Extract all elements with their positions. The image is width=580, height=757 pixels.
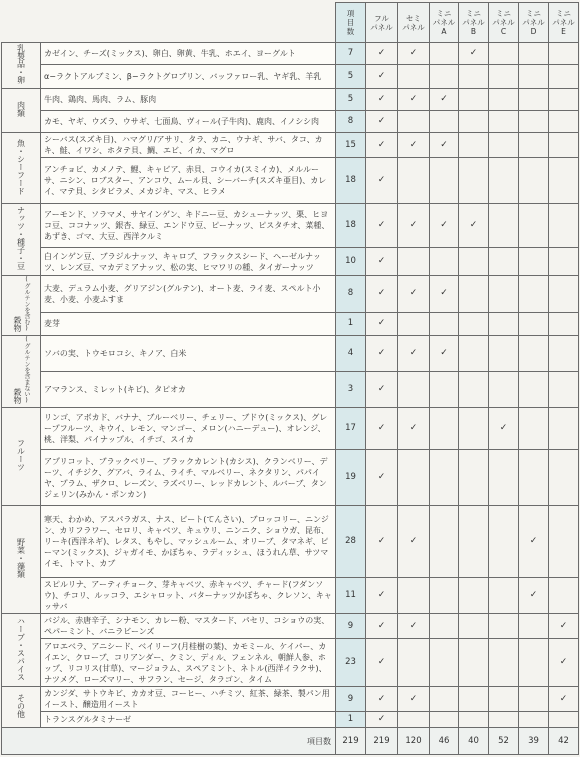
panel-empty-cell — [549, 712, 579, 728]
column-header-line: D — [530, 27, 537, 36]
panel-check-mark: ✓ — [366, 111, 398, 133]
allergen-items: 麦芽 — [41, 312, 336, 335]
total-label: 項目数 — [2, 728, 336, 755]
table-row — [2, 450, 579, 506]
allergen-items: 寒天、わかめ、アスパラガス、ナス、ビート(てんさい)、ブロッコリー、ニンジン、カリフラワー、セロリ、キャベツ、キュウリ、ニンニク、ショウガ、昆布、リーキ(西洋ネギ)、レタス、もやし、マッシュルーム、オリーブ、タマネギ、ピーマン(ミックス)、ジャガイモ、かぼちゃ、ラディッシュ、ほうれん草、サツマイモ、トマト、カブ — [41, 506, 336, 578]
panel-empty-cell — [489, 111, 519, 133]
panel-empty-cell — [398, 712, 430, 728]
item-count: 23 — [336, 639, 366, 687]
panel-empty-cell — [430, 372, 459, 408]
panel-empty-cell — [549, 336, 579, 372]
item-count: 1 — [336, 712, 366, 728]
column-header-line: A — [441, 27, 447, 36]
panel-check-mark: ✓ — [519, 578, 549, 614]
panel-check-mark: ✓ — [398, 687, 430, 712]
panel-empty-cell — [430, 248, 459, 276]
panel-empty-cell — [398, 248, 430, 276]
column-header-line: B — [470, 27, 477, 36]
allergen-items: スピルリナ、アーティチョーク、芽キャベツ、赤キャベツ、チャード(フダンソウ)、チコリ、ルッコラ、エシャロット、バターナッツかぼちゃ、クレソン、キャッサバ — [41, 578, 336, 614]
panel-empty-cell — [459, 639, 489, 687]
item-count: 11 — [336, 578, 366, 614]
category-label — [2, 276, 41, 336]
panel-empty-cell — [519, 639, 549, 687]
panel-empty-cell — [489, 614, 519, 639]
panel-empty-cell — [459, 276, 489, 313]
item-count: 8 — [336, 276, 366, 313]
panel-empty-cell — [489, 65, 519, 89]
panel-check-mark: ✓ — [430, 276, 459, 313]
category-note: (グルテンを含む) — [23, 276, 30, 332]
panel-empty-cell — [430, 450, 459, 506]
item-count: 7 — [336, 43, 366, 65]
panel-empty-cell — [519, 614, 549, 639]
item-count: 5 — [336, 89, 366, 111]
allergen-items: カゼイン、チーズ(ミックス)、卵白、卵黄、牛乳、ホエイ、ヨーグルト — [41, 43, 336, 65]
column-header-line: パネル — [402, 22, 425, 32]
panel-empty-cell — [430, 65, 459, 89]
column-header-line: ミニ — [496, 9, 511, 18]
panel-check-mark: ✓ — [549, 687, 579, 712]
category-note: (グルテンを含まない) — [23, 336, 30, 404]
total-value: 219 — [336, 728, 366, 755]
panel-empty-cell — [549, 65, 579, 89]
panel-empty-cell — [489, 687, 519, 712]
category-name: 野菜・藻類 — [16, 538, 26, 578]
column-header-line: E — [561, 27, 566, 36]
panel-empty-cell — [549, 248, 579, 276]
panel-empty-cell — [489, 712, 519, 728]
panel-check-mark: ✓ — [366, 43, 398, 65]
total-value: 40 — [459, 728, 489, 755]
panel-check-mark: ✓ — [519, 506, 549, 578]
panel-check-mark: ✓ — [366, 450, 398, 506]
panel-empty-cell — [459, 614, 489, 639]
panel-empty-cell — [549, 111, 579, 133]
table-row — [2, 408, 579, 450]
table-row — [2, 578, 579, 614]
panel-empty-cell — [430, 312, 459, 335]
item-count: 3 — [336, 372, 366, 408]
column-header-line: C — [500, 27, 507, 36]
panel-empty-cell — [398, 450, 430, 506]
table-row — [2, 276, 579, 313]
panel-empty-cell — [459, 248, 489, 276]
allergen-items: アロエベラ、アニシード、ベイリーフ(月桂樹の葉)、カモミール、ケイパー、カイエン、クローブ、コリアンダー、クミン、ディル、フェンネル、朝鮮人参、ホップ、リコリス(甘草)、マージョラム、スペアミント、ネトル(西洋イラクサ)、ナツメグ、ローズマリー、サフラン、セージ、タラゴン、タイム — [41, 639, 336, 687]
category-label — [2, 687, 41, 728]
column-header-line: パネル — [552, 18, 575, 27]
allergen-items: バジル、赤唐辛子、シナモン、カレー粉、マスタード、パセリ、コショウの実、ペパーミント、バニラビーンズ — [41, 614, 336, 639]
header-row — [2, 3, 579, 43]
panel-empty-cell — [519, 687, 549, 712]
panel-check-mark: ✓ — [366, 639, 398, 687]
panel-empty-cell — [519, 65, 549, 89]
total-row — [2, 728, 579, 755]
panel-empty-cell — [459, 89, 489, 111]
table-row — [2, 204, 579, 248]
item-count: 8 — [336, 111, 366, 133]
item-count: 9 — [336, 687, 366, 712]
column-header-line: 数 — [346, 27, 355, 36]
panel-empty-cell — [489, 158, 519, 204]
panel-check-mark: ✓ — [366, 506, 398, 578]
item-count: 19 — [336, 450, 366, 506]
panel-empty-cell — [459, 336, 489, 372]
column-header-line: ミニ — [526, 9, 541, 18]
panel-empty-cell — [398, 111, 430, 133]
panel-empty-cell — [519, 248, 549, 276]
item-count: 18 — [336, 158, 366, 204]
item-count: 9 — [336, 614, 366, 639]
panel-empty-cell — [489, 450, 519, 506]
category-label — [2, 336, 41, 408]
table-row — [2, 506, 579, 578]
category-name: 魚・シーフード — [16, 138, 26, 195]
panel-check-mark: ✓ — [398, 506, 430, 578]
total-value: 219 — [366, 728, 398, 755]
item-count: 5 — [336, 65, 366, 89]
panel-check-mark: ✓ — [398, 614, 430, 639]
panel-empty-cell — [398, 312, 430, 335]
panel-empty-cell — [459, 506, 489, 578]
item-count: 4 — [336, 336, 366, 372]
column-header-line: 目 — [346, 18, 355, 27]
panel-empty-cell — [549, 372, 579, 408]
column-header-line: ミニ — [556, 9, 571, 18]
panel-check-mark: ✓ — [398, 336, 430, 372]
table-row — [2, 614, 579, 639]
table-row — [2, 248, 579, 276]
column-header — [489, 3, 519, 43]
panel-check-mark: ✓ — [430, 133, 459, 158]
allergen-items: アーモンド、ソラマメ、サヤインゲン、キドニー豆、カシューナッツ、栗、ヒヨコ豆、ココナッツ、銀杏、緑豆、エンドウ豆、ピーナッツ、ピスタチオ、菜種、あずき、ゴマ、大豆、西洋クルミ — [41, 204, 336, 248]
panel-empty-cell — [459, 111, 489, 133]
table-body — [2, 43, 579, 755]
panel-empty-cell — [489, 506, 519, 578]
panel-empty-cell — [459, 312, 489, 335]
column-header — [459, 3, 489, 43]
column-header — [549, 3, 579, 43]
panel-check-mark: ✓ — [366, 133, 398, 158]
column-header — [398, 3, 430, 43]
panel-empty-cell — [489, 43, 519, 65]
panel-empty-cell — [519, 133, 549, 158]
category-label — [2, 89, 41, 133]
allergen-items: 牛肉、鶏肉、馬肉、ラム、豚肉 — [41, 89, 336, 111]
column-header-line: ミニ — [466, 9, 481, 18]
category-name: その他 — [16, 693, 26, 718]
panel-empty-cell — [549, 89, 579, 111]
panel-check-mark: ✓ — [459, 43, 489, 65]
panel-empty-cell — [519, 276, 549, 313]
panel-empty-cell — [430, 687, 459, 712]
allergen-panel-table — [1, 2, 579, 755]
panel-check-mark: ✓ — [366, 614, 398, 639]
panel-empty-cell — [519, 89, 549, 111]
allergen-items: ソバの実、トウモロコシ、キノア、白米 — [41, 336, 336, 372]
panel-empty-cell — [549, 133, 579, 158]
allergen-items: α−ラクトアルブミン、β−ラクトグロブリン、バッファロー乳、ヤギ乳、羊乳 — [41, 65, 336, 89]
panel-empty-cell — [459, 408, 489, 450]
total-value: 52 — [489, 728, 519, 755]
table-row — [2, 133, 579, 158]
header-blank — [2, 3, 336, 43]
category-name: 乳製品・卵 — [16, 44, 26, 84]
panel-empty-cell — [489, 639, 519, 687]
panel-check-mark: ✓ — [549, 639, 579, 687]
column-header-line: 項 — [346, 9, 355, 18]
panel-empty-cell — [549, 312, 579, 335]
category-name: ナッツ・種子・豆 — [16, 206, 26, 270]
panel-check-mark: ✓ — [430, 204, 459, 248]
panel-check-mark: ✓ — [366, 372, 398, 408]
panel-empty-cell — [430, 712, 459, 728]
panel-empty-cell — [519, 158, 549, 204]
table-row — [2, 89, 579, 111]
table-row — [2, 336, 579, 372]
category-name: フルーツ — [16, 439, 26, 471]
panel-empty-cell — [489, 89, 519, 111]
panel-empty-cell — [398, 639, 430, 687]
table-row — [2, 639, 579, 687]
panel-check-mark: ✓ — [489, 408, 519, 450]
panel-empty-cell — [430, 506, 459, 578]
category-name: 穀物 — [13, 316, 22, 332]
total-value: 120 — [398, 728, 430, 755]
panel-empty-cell — [549, 43, 579, 65]
panel-empty-cell — [459, 372, 489, 408]
column-header-line: セミ — [406, 13, 421, 23]
panel-empty-cell — [459, 65, 489, 89]
panel-empty-cell — [398, 372, 430, 408]
table-row — [2, 158, 579, 204]
column-header — [336, 3, 366, 43]
panel-check-mark: ✓ — [549, 614, 579, 639]
category-label — [2, 133, 41, 204]
category-name: ハーブ・スパイス — [16, 616, 26, 681]
panel-empty-cell — [430, 639, 459, 687]
category-label — [2, 506, 41, 614]
column-header-line: パネル — [370, 22, 393, 32]
category-name: 穀物 — [13, 388, 22, 404]
panel-empty-cell — [549, 204, 579, 248]
table-row — [2, 111, 579, 133]
panel-empty-cell — [430, 408, 459, 450]
panel-empty-cell — [430, 578, 459, 614]
panel-empty-cell — [519, 312, 549, 335]
table-row — [2, 687, 579, 712]
panel-empty-cell — [459, 158, 489, 204]
column-header-line: フル — [374, 13, 389, 23]
panel-empty-cell — [430, 43, 459, 65]
panel-empty-cell — [489, 372, 519, 408]
panel-empty-cell — [549, 578, 579, 614]
panel-empty-cell — [459, 712, 489, 728]
panel-check-mark: ✓ — [398, 276, 430, 313]
panel-empty-cell — [489, 248, 519, 276]
panel-empty-cell — [549, 450, 579, 506]
panel-check-mark: ✓ — [366, 312, 398, 335]
column-header — [366, 3, 398, 43]
panel-empty-cell — [519, 43, 549, 65]
panel-empty-cell — [519, 111, 549, 133]
panel-check-mark: ✓ — [366, 712, 398, 728]
panel-check-mark: ✓ — [366, 204, 398, 248]
panel-check-mark: ✓ — [366, 408, 398, 450]
category-label — [2, 204, 41, 276]
allergen-items: トランスグルタミナーゼ — [41, 712, 336, 728]
panel-check-mark: ✓ — [398, 43, 430, 65]
total-value: 46 — [430, 728, 459, 755]
panel-empty-cell — [519, 372, 549, 408]
panel-empty-cell — [489, 133, 519, 158]
panel-empty-cell — [519, 712, 549, 728]
panel-check-mark: ✓ — [430, 336, 459, 372]
panel-empty-cell — [519, 204, 549, 248]
panel-empty-cell — [459, 578, 489, 614]
table-row — [2, 712, 579, 728]
panel-empty-cell — [398, 158, 430, 204]
allergen-items: アマランス、ミレット(キビ)、タピオカ — [41, 372, 336, 408]
column-header — [430, 3, 459, 43]
panel-empty-cell — [489, 204, 519, 248]
panel-check-mark: ✓ — [398, 89, 430, 111]
column-header-line: パネル — [522, 18, 545, 27]
panel-check-mark: ✓ — [366, 89, 398, 111]
panel-empty-cell — [549, 408, 579, 450]
panel-check-mark: ✓ — [366, 248, 398, 276]
column-header-line: パネル — [432, 18, 456, 27]
panel-check-mark: ✓ — [366, 578, 398, 614]
panel-check-mark: ✓ — [366, 158, 398, 204]
column-header-line: パネル — [492, 18, 515, 27]
panel-empty-cell — [398, 578, 430, 614]
category-label — [2, 408, 41, 506]
total-value: 39 — [519, 728, 549, 755]
allergen-items: アンチョビ、カメノテ、鯉、キャビア、赤貝、コウイカ(スミイカ)、メルルーサ、ニシン、ロブスター、アンコウ、ムール貝、シーバーチ(スズキ亜目)、カレイ、マテ貝、シタビラメ、メカジキ、マス、ヒラメ — [41, 158, 336, 204]
item-count: 15 — [336, 133, 366, 158]
allergen-items: シーバス(スズキ目)、ハマグリ/アサリ、タラ、カニ、ウナギ、サバ、タコ、カキ、鮭、イワシ、ホタテ貝、鯛、エビ、イカ、マグロ — [41, 133, 336, 158]
category-label — [2, 614, 41, 687]
panel-empty-cell — [430, 158, 459, 204]
item-count: 28 — [336, 506, 366, 578]
panel-empty-cell — [459, 687, 489, 712]
panel-empty-cell — [430, 111, 459, 133]
allergen-items: カンジダ、サトウキビ、カカオ豆、コーヒー、ハチミツ、紅茶、緑茶、製パン用イースト、醸造用イースト — [41, 687, 336, 712]
panel-empty-cell — [459, 450, 489, 506]
panel-empty-cell — [549, 276, 579, 313]
table-row — [2, 372, 579, 408]
panel-check-mark: ✓ — [366, 336, 398, 372]
allergen-items: 白インゲン豆、ブラジルナッツ、キャロブ、フラックスシード、ヘーゼルナッツ、レンズ豆、マカデミアナッツ、松の実、ヒマワリの種、タイガーナッツ — [41, 248, 336, 276]
column-header-line: パネル — [462, 18, 485, 27]
item-count: 18 — [336, 204, 366, 248]
panel-check-mark: ✓ — [398, 133, 430, 158]
panel-empty-cell — [519, 408, 549, 450]
panel-empty-cell — [489, 312, 519, 335]
panel-check-mark: ✓ — [366, 687, 398, 712]
panel-empty-cell — [430, 614, 459, 639]
panel-check-mark: ✓ — [459, 204, 489, 248]
panel-check-mark: ✓ — [366, 276, 398, 313]
panel-check-mark: ✓ — [398, 204, 430, 248]
column-header-line: ミニ — [436, 9, 452, 18]
table-row — [2, 43, 579, 65]
column-header — [519, 3, 549, 43]
panel-empty-cell — [489, 276, 519, 313]
item-count: 10 — [336, 248, 366, 276]
panel-empty-cell — [519, 450, 549, 506]
panel-empty-cell — [459, 133, 489, 158]
total-value: 42 — [549, 728, 579, 755]
panel-empty-cell — [398, 65, 430, 89]
category-name: 肉類 — [16, 101, 26, 117]
category-label — [2, 43, 41, 89]
panel-check-mark: ✓ — [366, 65, 398, 89]
table-row — [2, 65, 579, 89]
item-count: 1 — [336, 312, 366, 335]
allergen-items: リンゴ、アボカド、バナナ、ブルーベリー、チェリー、ブドウ(ミックス)、グレープフルーツ、キウイ、レモン、マンゴー、メロン(ハニーデュー)、オレンジ、桃、洋梨、パイナップル、イチゴ、スイカ — [41, 408, 336, 450]
table-row — [2, 312, 579, 335]
panel-empty-cell — [489, 336, 519, 372]
panel-empty-cell — [519, 336, 549, 372]
item-count: 17 — [336, 408, 366, 450]
panel-empty-cell — [549, 158, 579, 204]
panel-empty-cell — [489, 578, 519, 614]
allergen-items: 大麦、デュラム小麦、グリアジン(グルテン)、オート麦、ライ麦、スペルト小麦、小麦、小麦ふすま — [41, 276, 336, 313]
panel-check-mark: ✓ — [430, 89, 459, 111]
panel-check-mark: ✓ — [398, 408, 430, 450]
allergen-items: アプリコット、ブラックベリー、ブラックカレント(カシス)、クランベリー、デーツ、イチジク、グアバ、ライム、ライチ、マルベリー、ネクタリン、パパイヤ、プラム、ザクロ、レーズン、ラズベリー、レッドカレント、ルバーブ、タンジェリン(みかん・ポンカン) — [41, 450, 336, 506]
panel-empty-cell — [549, 506, 579, 578]
allergen-items: カモ、ヤギ、ウズラ、ウサギ、七面鳥、ヴィール(子牛肉)、鹿肉、イノシシ肉 — [41, 111, 336, 133]
